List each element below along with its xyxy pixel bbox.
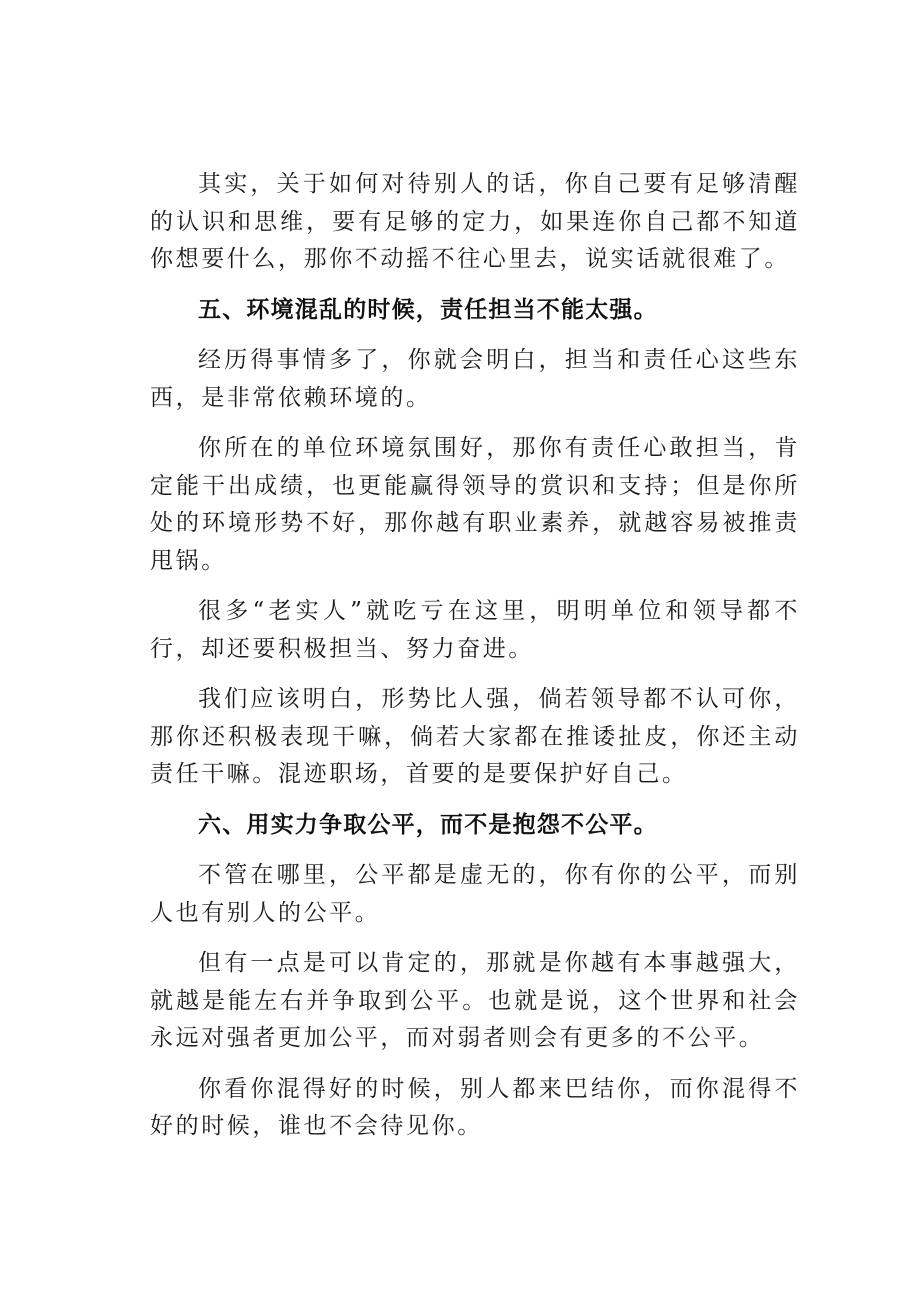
paragraph: 经历得事情多了，你就会明白，担当和责任心这些东西，是非常依赖环境的。	[150, 347, 800, 411]
section-heading-5: 五、环境混乱的时候，责任担当不能太强。	[198, 296, 658, 323]
paragraph: 但有一点是可以肯定的，那就是你越有本事越强大，就越是能左右并争取到公平。也就是说，这个世界和社会永远对强者更加公平，而对弱者则会有更多的不公平。	[150, 950, 800, 1051]
paragraph: 你看你混得好的时候，别人都来巴结你，而你混得不好的时候，谁也不会待见你。	[150, 1075, 800, 1139]
paragraph: 不管在哪里，公平都是虚无的，你有你的公平，而别人也有别人的公平。	[150, 862, 800, 926]
paragraph: 你所在的单位环境氛围好，那你有责任心敢担当，肯定能干出成绩，也更能赢得领导的赏识和支持；但是你所处的环境形势不好，那你越有职业素养，就越容易被推责甩锅。	[150, 435, 800, 574]
paragraph: 很多“老实人”就吃亏在这里，明明单位和领导都不行，却还要积极担当、努力奋进。	[150, 598, 800, 662]
paragraph: 其实，关于如何对待别人的话，你自己要有足够清醒的认识和思维，要有足够的定力，如果连你自己都不知道你想要什么，那你不动摇不往心里去，说实话就很难了。	[150, 171, 800, 272]
paragraph: 我们应该明白，形势比人强，倘若领导都不认可你，那你还积极表现干嘛，倘若大家都在推诿扯皮，你还主动责任干嘛。混迹职场，首要的是要保护好自己。	[150, 686, 800, 787]
document-body	[150, 166, 800, 1159]
section-heading-6: 六、用实力争取公平，而不是抱怨不公平。	[198, 811, 658, 838]
